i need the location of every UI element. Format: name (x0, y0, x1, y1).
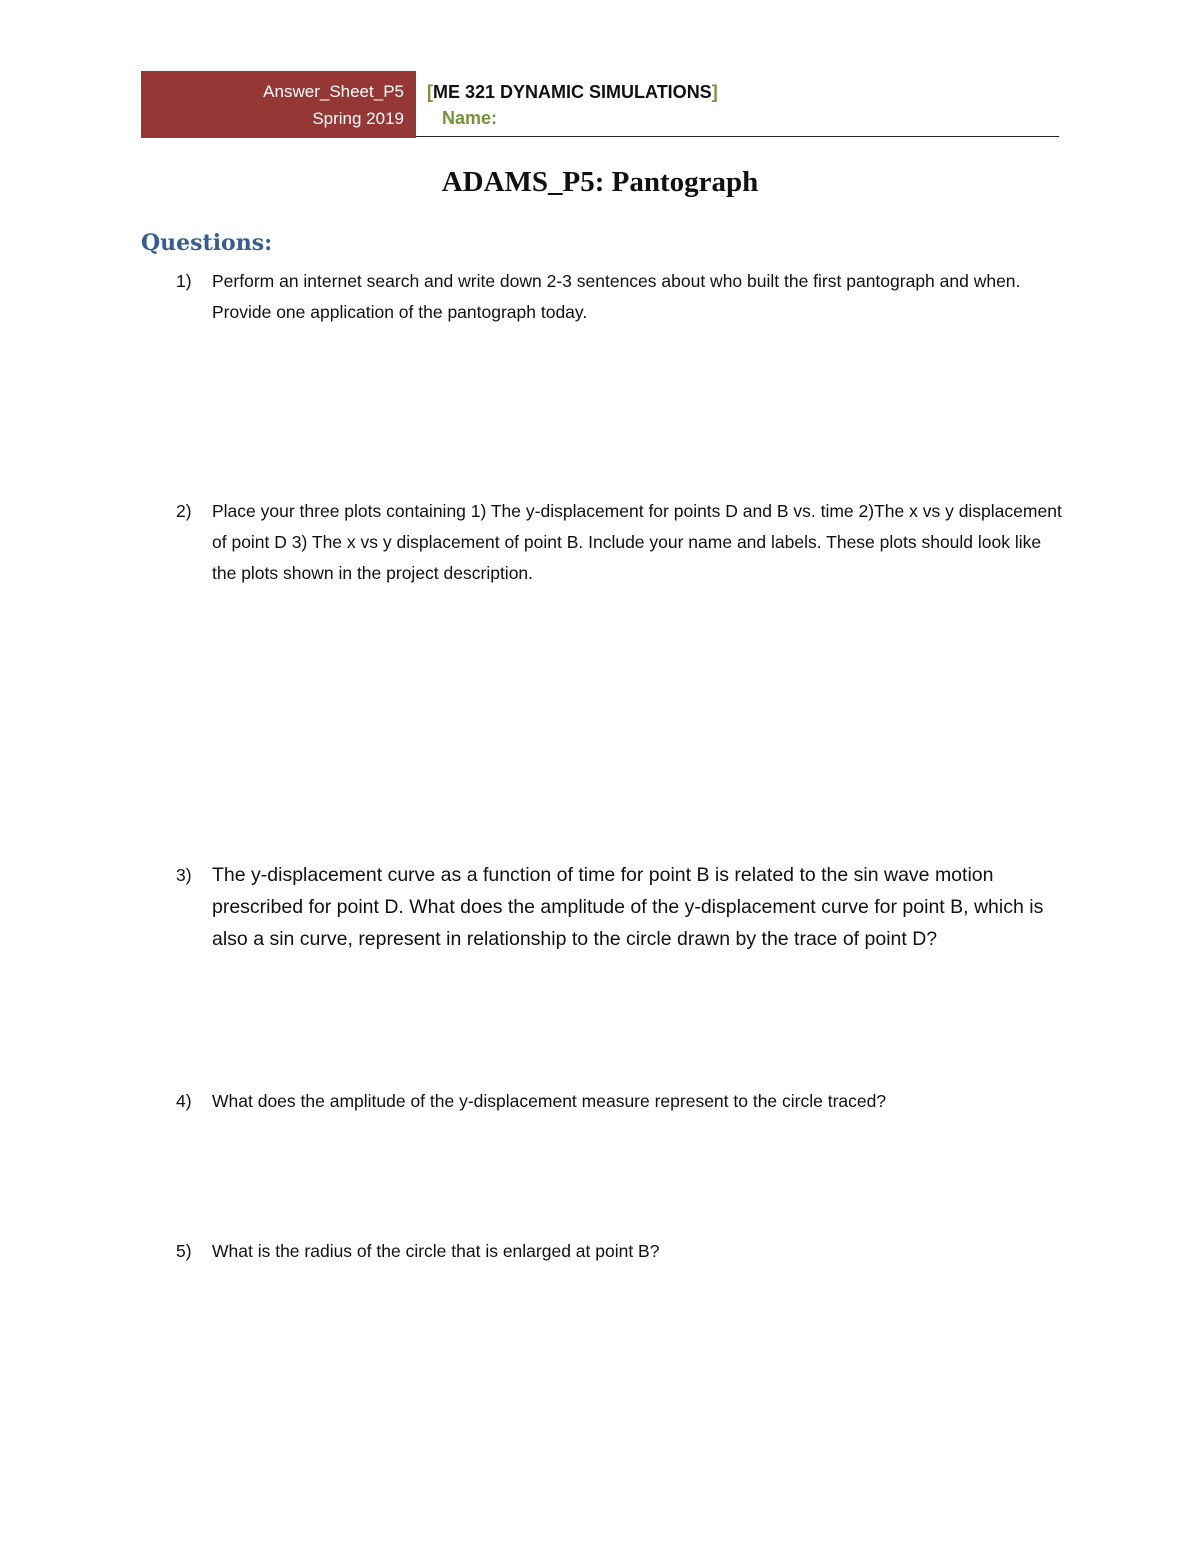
header-course-info (427, 79, 718, 131)
question-number: 5) (176, 1241, 192, 1261)
course-title (427, 79, 718, 105)
question-5 (176, 1236, 1066, 1267)
bracket-open: [ (427, 82, 433, 102)
question-text: What is the radius of the circle that is enlarged at point B? (212, 1241, 660, 1261)
questions-heading: Questions: (141, 230, 273, 256)
course-name: ME 321 DYNAMIC SIMULATIONS (433, 82, 712, 102)
question-3 (176, 859, 1066, 955)
question-text: Perform an internet search and write down 2-3 sentences about who built the first pantograph and when. Provide one application of the pantograph today. (212, 271, 1021, 322)
bracket-close: ] (711, 82, 718, 102)
name-label: Name: (442, 108, 498, 128)
question-1 (176, 266, 1066, 328)
question-number: 4) (176, 1091, 192, 1111)
question-2 (176, 496, 1066, 589)
header-divider (416, 136, 1059, 137)
semester-label: Spring 2019 (312, 109, 404, 128)
answer-sheet-label: Answer_Sheet_P5 (263, 82, 404, 101)
header-accent-block (141, 71, 416, 138)
question-4 (176, 1086, 1066, 1117)
question-text: The y-displacement curve as a function of time for point B is related to the sin wave motion prescribed for point D. What does the amplitude of the y-displacement curve for point B, which is also a sin curve, represent in relationship to the circle drawn by the trace of point D? (212, 864, 1044, 950)
question-number: 2) (176, 501, 192, 521)
document-title: ADAMS_P5: Pantograph (441, 166, 759, 198)
question-text: Place your three plots containing 1) The y-displacement for points D and B vs. time 2)The x vs y displacement of point D 3) The x vs y displacement of point B. Include your name and labels. These plots should look like the plots shown in the project description. (212, 501, 1062, 583)
question-number: 3) (176, 865, 192, 885)
question-number: 1) (176, 271, 192, 291)
question-text: What does the amplitude of the y-displacement measure represent to the circle traced? (212, 1091, 887, 1111)
